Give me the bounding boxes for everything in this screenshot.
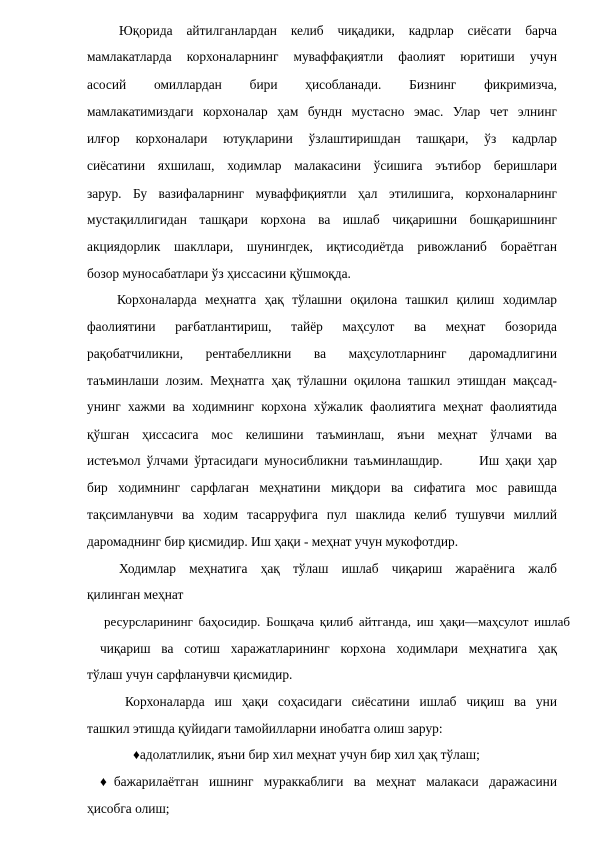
text-line: истеъмол ўлчами ўртасидаги муносибликни таъминлашдир. Иш ҳақи ҳар — [87, 453, 557, 468]
text-line: зарур. Бу вазифаларнинг муваффиқиятли ҳал этилишига, корхоналарнинг — [87, 186, 557, 201]
text-line: чиқариш ва сотиш харажатларининг корхона ходимлари меҳнатига ҳақ — [100, 641, 557, 656]
text-line: мамлакатларда корхоналарнинг муваффақиятли фаолият юритиши учун — [87, 49, 557, 64]
text-line: ташкил этишда қуйидаги тамойилларни инобатга олиш зарур: — [87, 721, 443, 736]
bullet-item: ♦адолатлилик, яъни бир хил меҳнат учун бир хил ҳақ тўлаш; — [133, 747, 480, 762]
text-line: ҳисобга олиш; — [87, 801, 170, 816]
text-line: унинг хажми ва ходимнинг корхона хўжалик фаолиятига меҳнат фаолиятида — [87, 399, 557, 414]
text-line: Ходимлар меҳнатига ҳақ тўлаш ишлаб чиқариш жараёнига жалб — [119, 561, 557, 576]
text-line: Юқорида айтилганлардан келиб чиқадики, кадрлар сиёсати барча — [119, 23, 557, 38]
text-line: тақсимланувчи ва ходим тасарруфига пул шаклида келиб тушувчи миллий — [87, 507, 557, 522]
text-line: сиёсатини яхшилаш, ходимлар малакасини ўсишига эътибор беришлари — [87, 158, 557, 173]
text-line: қилинган меҳнат — [87, 587, 184, 602]
text-line: даромаднинг бир қисмидир. Иш ҳақи - меҳнат учун мукофотдир. — [87, 534, 459, 549]
text-line: асосий омиллардан бири ҳисобланади. Бизнинг фикримизча, — [87, 77, 557, 92]
text-line: бир ходимнинг сарфлаган меҳнатини миқдори ва сифатига мос равишда — [87, 480, 557, 495]
text-line: таъминлаши лозим. Меҳнатга ҳақ тўлашни оқилона ташкил этишдан мақсад- — [87, 373, 557, 388]
text-line: мустақиллигидан ташқари корхона ва ишлаб чиқаришни бошқаришнинг — [87, 212, 557, 227]
text-line: қўшган ҳиссасига мос келишини таъминлаш, яъни меҳнат ўлчами ва — [87, 427, 557, 442]
bullet-item: ♦бажарилаётган ишнинг мураккаблиги ва меҳнат малакаси даражасини — [100, 774, 557, 789]
text-line: ресурсларининг баҳосидир. Бошқача қилиб айтганда, иш ҳақи—маҳсулот ишлаб — [104, 614, 570, 629]
text-line: илғор корхоналари ютуқларини ўзлаштиришдан ташқари, ўз кадрлар — [87, 131, 557, 146]
text-line: рақобатчиликни, рентабелликни ва маҳсулотларнинг даромадлигини — [87, 346, 557, 361]
text-line: фаолиятини рағбатлантириш, тайёр маҳсулот ва меҳнат бозорида — [87, 319, 557, 334]
text-line: акциядорлик шакллари, шунингдек, иқтисодиётда ривожланиб бораётган — [87, 239, 557, 254]
text-line: Корхоналарда меҳнатга ҳақ тўлашни оқилона ташкил қилиш ходимлар — [117, 292, 557, 307]
text-line: бозор муносабатлари ўз ҳиссасини қўшмоқда. — [87, 266, 351, 281]
text-line: Корхоналарда иш ҳақи соҳасидаги сиёсатини ишлаб чиқиш ва уни — [125, 694, 557, 709]
text-line: мамлакатимиздаги корхоналар ҳам бундн мустасно эмас. Улар чет элнинг — [87, 104, 557, 119]
text-line: тўлаш учун сарфланувчи қисмидир. — [87, 667, 293, 682]
